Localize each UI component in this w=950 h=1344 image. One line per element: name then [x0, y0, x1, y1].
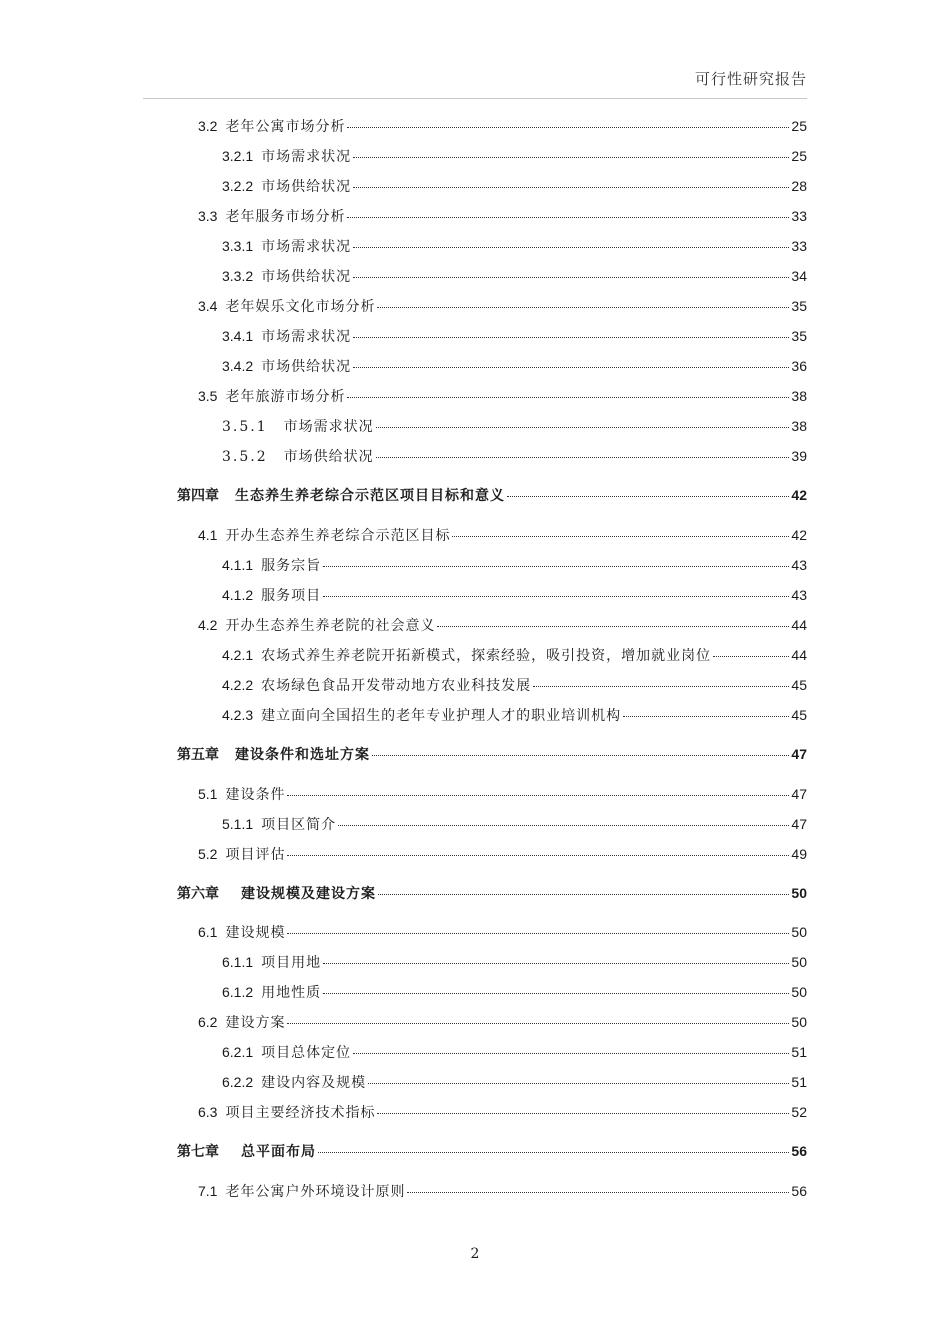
toc-entry-number: 3.2.1: [222, 148, 254, 164]
toc-leader-dots: [353, 367, 789, 368]
toc-entry-page: 49: [791, 846, 807, 862]
toc-entry-number: 4.2: [198, 617, 218, 633]
toc-entry-number: 3.4.2: [222, 358, 254, 374]
toc-entry[interactable]: [222, 416, 807, 436]
toc-entry[interactable]: [222, 446, 807, 466]
toc-entry-number: 3.5.1: [222, 419, 268, 435]
toc-entry-page: 45: [791, 707, 807, 723]
toc-entry-page: 36: [791, 358, 807, 374]
toc-entry-title: 市场需求状况: [283, 419, 374, 435]
toc-entry-number: 3.3.2: [222, 268, 254, 284]
toc-entry[interactable]: [198, 116, 807, 136]
toc-chapter-entry[interactable]: [177, 883, 807, 903]
toc-entry-page: 50: [791, 1014, 807, 1030]
toc-entry-title: 项目总体定位: [261, 1045, 352, 1061]
toc-entry[interactable]: [222, 1042, 807, 1062]
toc-leader-dots: [287, 1023, 789, 1024]
toc-entry-title: 服务宗旨: [261, 558, 322, 574]
toc-entry-title: 开办生态养生养老综合示范区目标: [225, 528, 451, 544]
toc-entry-page: 43: [791, 557, 807, 573]
toc-entry[interactable]: [222, 705, 807, 725]
toc-entry-page: 51: [791, 1074, 807, 1090]
toc-chapter-entry[interactable]: [177, 744, 807, 764]
toc-entry[interactable]: [222, 236, 807, 256]
toc-entry-title: 市场供给状况: [283, 449, 374, 465]
toc-entry-page: 34: [791, 268, 807, 284]
toc-entry-title: 市场供给状况: [261, 359, 352, 375]
toc-entry-number: 第七章: [177, 1143, 219, 1159]
toc-entry-page: 47: [791, 786, 807, 802]
toc-entry-number: 6.2.2: [222, 1074, 254, 1090]
toc-leader-dots: [713, 656, 789, 657]
toc-entry-page: 25: [791, 118, 807, 134]
toc-leader-dots: [318, 1152, 789, 1153]
toc-entry-page: 50: [791, 954, 807, 970]
toc-entry-number: 6.1.1: [222, 954, 254, 970]
toc-entry-page: 33: [791, 208, 807, 224]
toc-entry[interactable]: [222, 952, 807, 972]
toc-leader-dots: [437, 626, 789, 627]
toc-entry-number: 3.2: [198, 118, 218, 134]
toc-entry-title: 老年公寓市场分析: [225, 119, 346, 135]
toc-entry-title: 建设规模及建设方案: [241, 886, 376, 902]
toc-entry-page: 33: [791, 238, 807, 254]
toc-entry-number: 5.1: [198, 786, 218, 802]
toc-entry[interactable]: [198, 1012, 807, 1032]
toc-entry[interactable]: [222, 266, 807, 286]
toc-chapter-entry[interactable]: [177, 485, 807, 505]
toc-leader-dots: [287, 795, 789, 796]
toc-entry-title: 老年公寓户外环境设计原则: [225, 1184, 406, 1200]
toc-leader-dots: [623, 716, 789, 717]
toc-leader-dots: [376, 427, 790, 428]
toc-leader-dots: [353, 337, 789, 338]
toc-entry-number: 3.3.1: [222, 238, 254, 254]
toc-leader-dots: [452, 536, 789, 537]
toc-entry-title: 建设条件和选址方案: [235, 747, 370, 763]
toc-entry-number: 6.1: [198, 924, 218, 940]
toc-entry-page: 35: [791, 298, 807, 314]
toc-entry-number: 4.2.3: [222, 707, 254, 723]
toc-entry-title: 项目主要经济技术指标: [225, 1105, 376, 1121]
toc-entry-title: 市场需求状况: [261, 239, 352, 255]
toc-entry-title: 建设方案: [225, 1015, 286, 1031]
toc-entry-title: 生态养生养老综合示范区项目目标和意义: [235, 488, 505, 504]
toc-leader-dots: [533, 686, 789, 687]
toc-leader-dots: [323, 993, 789, 994]
toc-entry-title: 建设条件: [225, 787, 286, 803]
toc-entry-title: 项目用地: [261, 955, 322, 971]
toc-entry-number: 4.1: [198, 527, 218, 543]
toc-entry[interactable]: [222, 645, 807, 665]
toc-entry-page: 28: [791, 178, 807, 194]
toc-entry[interactable]: [222, 585, 807, 605]
toc-entry[interactable]: [198, 296, 807, 316]
toc-entry-page: 56: [791, 1143, 807, 1159]
toc-entry-number: 3.4: [198, 298, 218, 314]
toc-entry-page: 52: [791, 1104, 807, 1120]
toc-leader-dots: [323, 596, 789, 597]
toc-entry[interactable]: [198, 784, 807, 804]
toc-entry-page: 45: [791, 677, 807, 693]
toc-entry-number: 4.1.2: [222, 587, 254, 603]
toc-entry-title: 服务项目: [261, 588, 322, 604]
toc-entry-title: 农场式养生养老院开拓新模式，探索经验，吸引投资，增加就业岗位: [261, 648, 712, 664]
toc-entry-title: 市场需求状况: [261, 149, 352, 165]
toc-leader-dots: [353, 277, 789, 278]
toc-entry-title: 项目区简介: [261, 817, 337, 833]
toc-entry-page: 38: [791, 418, 807, 434]
toc-leader-dots: [368, 1083, 789, 1084]
toc-entry[interactable]: [222, 675, 807, 695]
toc-entry-number: 3.2.2: [222, 178, 254, 194]
toc-entry[interactable]: [198, 386, 807, 406]
toc-leader-dots: [323, 566, 789, 567]
toc-leader-dots: [287, 855, 789, 856]
toc-entry-number: 3.3: [198, 208, 218, 224]
toc-entry-number: 6.2: [198, 1014, 218, 1030]
toc-entry-number: 5.2: [198, 846, 218, 862]
toc-entry-page: 47: [791, 746, 807, 762]
toc-entry-page: 42: [791, 527, 807, 543]
toc-entry-number: 5.1.1: [222, 816, 254, 832]
toc-entry-title: 市场需求状况: [261, 329, 352, 345]
toc-entry[interactable]: [222, 1072, 807, 1092]
toc-entry-page: 44: [791, 617, 807, 633]
toc-leader-dots: [378, 894, 789, 895]
toc-entry[interactable]: [222, 814, 807, 834]
toc-entry[interactable]: [198, 206, 807, 226]
toc-entry-page: 47: [791, 816, 807, 832]
toc-leader-dots: [377, 307, 789, 308]
toc-leader-dots: [507, 496, 789, 497]
toc-entry[interactable]: [222, 326, 807, 346]
toc-entry-page: 38: [791, 388, 807, 404]
header-divider: [143, 98, 807, 99]
toc-entry-number: 3.4.1: [222, 328, 254, 344]
toc-leader-dots: [353, 1053, 789, 1054]
toc-entry-title: 用地性质: [261, 985, 322, 1001]
toc-leader-dots: [353, 247, 789, 248]
page-number: 2: [470, 1246, 480, 1262]
toc-entry-title: 市场供给状况: [261, 179, 352, 195]
toc-entry-title: 项目评估: [225, 847, 286, 863]
toc-entry-page: 44: [791, 647, 807, 663]
toc-entry-number: 6.2.1: [222, 1044, 254, 1060]
toc-leader-dots: [287, 933, 789, 934]
toc-entry[interactable]: [222, 146, 807, 166]
toc-entry-page: 50: [791, 885, 807, 901]
toc-entry-page: 50: [791, 984, 807, 1000]
toc-entry[interactable]: [222, 356, 807, 376]
toc-entry-title: 建设规模: [225, 925, 286, 941]
toc-entry-title: 老年旅游市场分析: [225, 389, 346, 405]
toc-entry[interactable]: [198, 844, 807, 864]
toc-entry-number: 3.5.2: [222, 449, 268, 465]
toc-entry-number: 第六章: [177, 885, 219, 901]
toc-leader-dots: [376, 457, 790, 458]
toc-entry-title: 总平面布局: [241, 1144, 316, 1160]
toc-entry-page: 51: [791, 1044, 807, 1060]
toc-entry-title: 老年服务市场分析: [225, 209, 346, 225]
toc-entry-page: 25: [791, 148, 807, 164]
toc-leader-dots: [347, 397, 789, 398]
toc-entry-title: 开办生态养生养老院的社会意义: [225, 618, 436, 634]
toc-entry-page: 56: [791, 1183, 807, 1199]
toc-leader-dots: [353, 187, 789, 188]
toc-entry-page: 42: [791, 487, 807, 503]
toc-entry-number: 6.1.2: [222, 984, 254, 1000]
toc-entry-number: 4.2.1: [222, 647, 254, 663]
toc-leader-dots: [353, 157, 789, 158]
toc-entry-title: 建立面向全国招生的老年专业护理人才的职业培训机构: [261, 708, 622, 724]
toc-entry[interactable]: [222, 982, 807, 1002]
toc-entry-number: 4.2.2: [222, 677, 254, 693]
toc-leader-dots: [407, 1192, 789, 1193]
toc-entry-page: 50: [791, 924, 807, 940]
toc-entry[interactable]: [198, 922, 807, 942]
toc-entry[interactable]: [222, 555, 807, 575]
toc-entry-number: 6.3: [198, 1104, 218, 1120]
toc-entry[interactable]: [198, 1181, 807, 1201]
toc-entry[interactable]: [198, 1102, 807, 1122]
toc-entry-page: 35: [791, 328, 807, 344]
toc-entry-number: 7.1: [198, 1183, 218, 1199]
toc-entry[interactable]: [222, 176, 807, 196]
toc-entry-page: 39: [791, 448, 807, 464]
toc-entry-title: 建设内容及规模: [261, 1075, 367, 1091]
toc-entry-number: 第四章: [177, 487, 219, 503]
toc-chapter-entry[interactable]: [177, 1141, 807, 1161]
toc-leader-dots: [338, 825, 789, 826]
toc-entry-title: 农场绿色食品开发带动地方农业科技发展: [261, 678, 532, 694]
toc-entry-number: 第五章: [177, 746, 219, 762]
toc-entry-title: 市场供给状况: [261, 269, 352, 285]
toc-entry[interactable]: [198, 615, 807, 635]
toc-leader-dots: [377, 1113, 789, 1114]
toc-entry-title: 老年娱乐文化市场分析: [225, 299, 376, 315]
toc-entry-page: 43: [791, 587, 807, 603]
toc-leader-dots: [347, 217, 789, 218]
toc-entry-number: 4.1.1: [222, 557, 254, 573]
toc-leader-dots: [347, 127, 789, 128]
toc-entry-number: 3.5: [198, 388, 218, 404]
toc-leader-dots: [323, 963, 789, 964]
toc-leader-dots: [372, 755, 789, 756]
document-type-title: 可行性研究报告: [694, 70, 807, 88]
toc-entry[interactable]: [198, 525, 807, 545]
